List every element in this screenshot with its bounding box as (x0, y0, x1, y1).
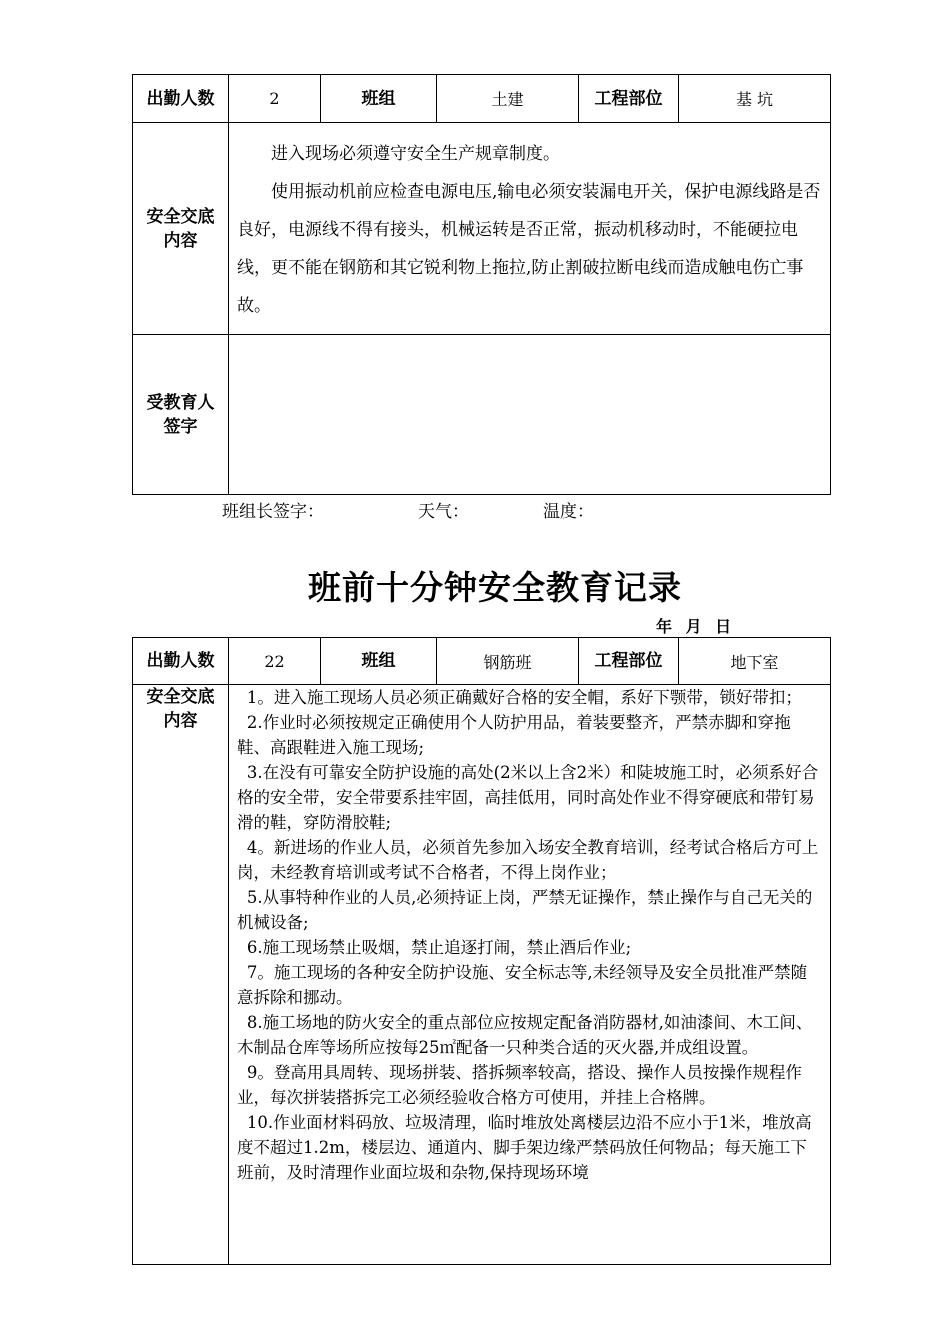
attendance-label: 出勤人数 (133, 638, 229, 685)
record-date: 年 月 日 (656, 617, 732, 636)
safety-item: 10.作业面材料码放、垃圾清理，临时堆放处离楼层边沿不应小于1米，堆放高度不超过1.2m，楼层边、通道内、脚手架边缘严禁码放任何物品；每天施工下班前，及时清理作业面垃圾和杂物,保持现场环境 (237, 1113, 812, 1182)
team-value: 土建 (437, 75, 579, 123)
safety-items-cell (229, 685, 831, 1265)
safety-content-label: 安全交底 内容 (133, 123, 229, 335)
safety-item: 1。进入施工现场人员必须正确戴好合格的安全帽，系好下颚带，锁好带扣； (246, 688, 802, 707)
attendance-label: 出勤人数 (133, 75, 229, 123)
safety-item: 5.从事特种作业的人员,必须持证上岗，严禁无证操作，禁止操作与自己无关的机械设备; (237, 888, 813, 932)
team-label: 班组 (321, 638, 437, 685)
content-paragraph: 进入现场必须遵守安全生产规章制度。 (271, 144, 560, 164)
location-label: 工程部位 (579, 75, 679, 123)
safety-item: 7。施工现场的各种安全防护设施、安全标志等,未经领导及安全员批准严禁随意拆除和挪动。 (237, 963, 808, 1007)
weather-label: 天气： (418, 502, 469, 522)
content-paragraph: 使用振动机前应检查电源电压,输电必须安装漏电开关，保护电源线路是否良好，电源线不得有接头，机械运转是否正常，振动机移动时，不能硬拉电线，更不能在钢筋和其它锐利物上拖拉,防止割破拉断电线而造成触电伤亡事故。 (237, 182, 821, 316)
temperature-label: 温度： (543, 502, 594, 522)
team-label: 班组 (321, 75, 437, 123)
record-title: 班前十分钟安全教育记录 (308, 568, 682, 607)
safety-item: 4。新进场的作业人员，必须首先参加入场安全教育培训，经考试合格后方可上岗，未经教育培训或考试不合格者，不得上岗作业； (237, 838, 819, 882)
signature-label: 受教育人 签字 (133, 335, 229, 495)
safety-item: 2.作业时必须按规定正确使用个人防护用品，着装要整齐，严禁赤脚和穿拖鞋、高跟鞋进入施工现场; (237, 713, 791, 757)
safety-content-cell (229, 123, 831, 335)
safety-item: 8.施工场地的防火安全的重点部位应按规定配备消防器材,如油漆间、木工间、木制品仓库等场所应按每25㎡配备一只种类合适的灭火器,并成组设置。 (237, 1013, 813, 1057)
leader-signature-label: 班组长签字： (222, 502, 324, 522)
record1-table (132, 74, 831, 495)
signature-area (229, 335, 831, 495)
safety-item: 6.施工现场禁止吸烟，禁止追逐打闹，禁止酒后作业; (246, 938, 632, 957)
attendance-value: 22 (229, 638, 321, 685)
safety-item: 9。登高用具周转、现场拼装、搭拆频率较高，搭设、操作人员按操作规程作业，每次拼装搭拆完工必须经验收合格方可使用，并挂上合格牌。 (237, 1063, 802, 1107)
location-label: 工程部位 (579, 638, 679, 685)
attendance-value: 2 (229, 75, 321, 123)
location-value: 地下室 (679, 638, 831, 685)
record2-table (132, 637, 831, 1265)
team-value: 钢筋班 (437, 638, 579, 685)
safety-content-label: 安全交底 内容 (133, 685, 229, 1265)
location-value: 基 坑 (679, 75, 831, 123)
safety-item: 3.在没有可靠安全防护设施的高处(2米以上含2米）和陡坡施工时，必须系好合格的安全带，安全带要系挂牢固，高挂低用，同时高处作业不得穿硬底和带钉易滑的鞋，穿防滑胶鞋; (237, 763, 819, 832)
